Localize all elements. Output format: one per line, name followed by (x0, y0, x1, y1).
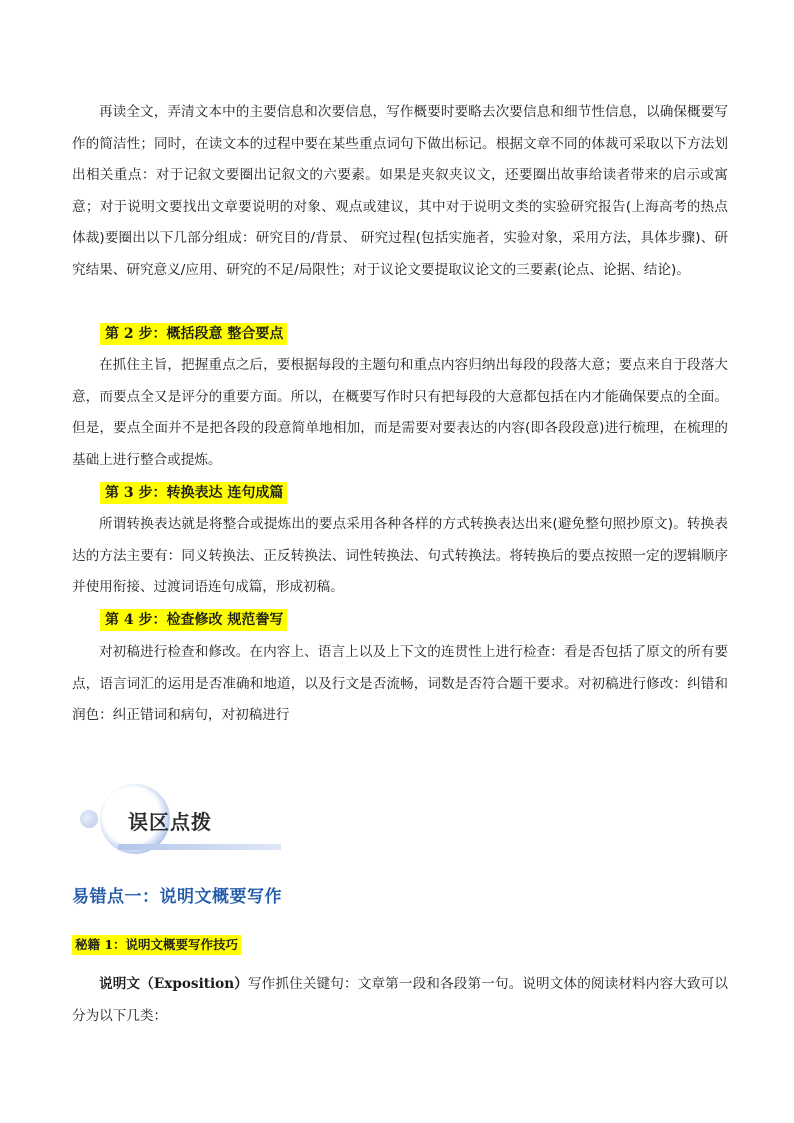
section-banner (78, 782, 258, 862)
paragraph-summarize: 在抓住主旨，把握重点之后，要根据每段的主题句和重点内容归纳出每段的段落大意；要点来自于段落大意，而要点全又是评分的重要方面。所以，在概要写作时只有把每段的大意都包括在内才能确保要点的全面。但是，要点全面并不是把各段的段意简单地相加，而是需要对要表达的内容(即各段段意)进行梳理，在梳理的基础上进行整合或提炼。 (72, 357, 728, 468)
banner-dot-decoration (80, 810, 98, 828)
banner-title: 误区点拨 (128, 810, 212, 834)
error-point-heading: 易错点一：说明文概要写作 (72, 887, 282, 907)
step-4-heading: 第 4 步：检查修改 规范誊写 (100, 609, 287, 631)
paragraph-convert: 所谓转换表达就是将整合或提炼出的要点采用各种各样的方式转换表达出来(避免整句照抄原文)。转换表达的方法主要有：同义转换法、正反转换法、词性转换法、句式转换法。将转换后的要点按照一定的逻辑顺序并使用衔接、过渡词语连句成篇，形成初稿。 (72, 516, 728, 595)
exposition-text: 写作抓住关键句：文章第一段和各段第一句。说明文体的阅读材料内容大致可以分为以下几类： (72, 976, 728, 1024)
step-2-heading: 第 2 步：概括段意 整合要点 (100, 323, 287, 345)
exposition-term: 说明文（Exposition） (99, 976, 248, 992)
secret-tip-label: 秘籍 1：说明文概要写作技巧 (72, 935, 241, 955)
paragraph-reread: 再读全文，弄清文本中的主要信息和次要信息，写作概要时要略去次要信息和细节性信息，以确保概要写作的简洁性；同时，在读文本的过程中要在某些重点词句下做出标记。根据文章不同的体裁可采取以下方法划出相关重点：对于记叙文要圈出记叙文的六要素。如果是夹叙夹议文，还要圈出故事给读者带来的启示或寓意；对于说明文要找出文章要说明的对象、观点或建议，其中对于说明文类的实验研究报告(上海高考的热点体裁)要圈出以下几部分组成：研究目的/背景、 研究过程(包括实施者，实验对象，采用方法，具体步骤)、研究结果、研究意义/应用、研究的不足/局限性；对于议论文要提取议论文的三要素(论点、论据、结论)。 (72, 104, 728, 278)
paragraph-revise: 对初稿进行检查和修改。在内容上、语言上以及上下文的连贯性上进行检查：看是否包括了原文的所有要点，语言词汇的运用是否准确和地道，以及行文是否流畅，词数是否符合题干要求。对初稿进行修改：纠错和润色：纠正错词和病句，对初稿进行 (72, 644, 728, 723)
paragraph-exposition (72, 969, 728, 1032)
banner-bar-decoration (118, 844, 281, 850)
step-3-heading: 第 3 步：转换表达 连句成篇 (100, 482, 287, 504)
